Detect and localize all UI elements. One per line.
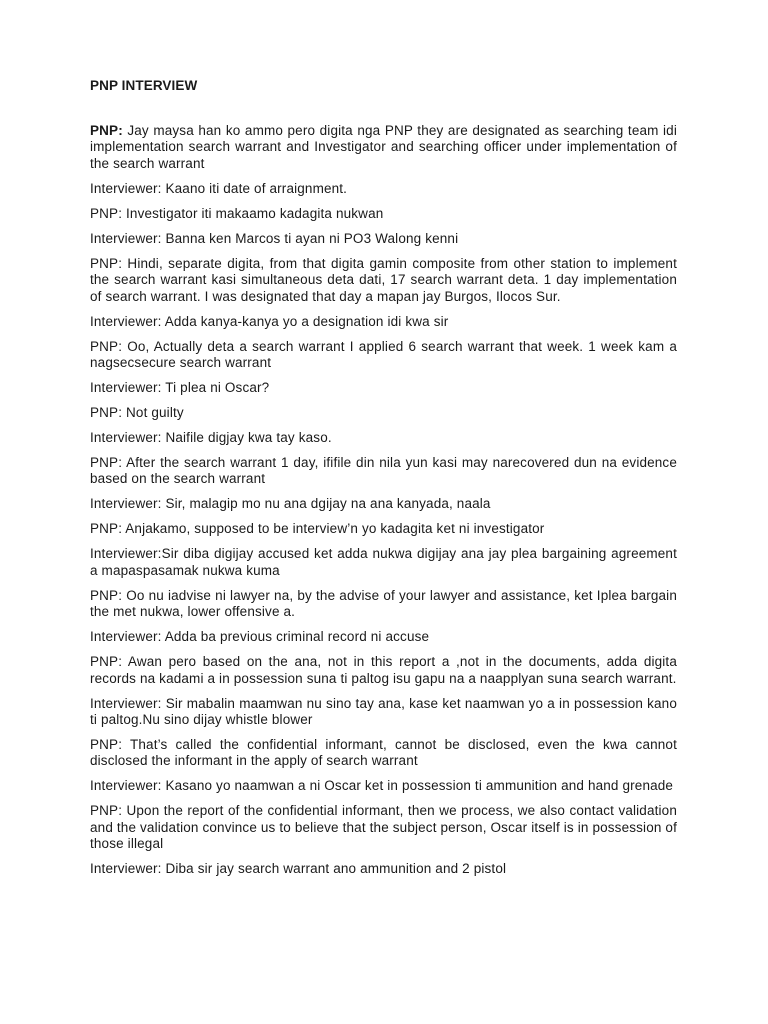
speaker-label: PNP: [90, 123, 123, 138]
document-title: PNP INTERVIEW [90, 78, 198, 93]
transcript-entry: Interviewer: Sir mabalin maamwan nu sino tay ana, kase ket naamwan yo a in possession kano ti paltog.Nu sino dijay whistle blower [90, 695, 677, 728]
transcript-entry: Interviewer: Diba sir jay search warrant ano ammunition and 2 pistol [90, 861, 507, 877]
transcript-entry: Interviewer: Sir, malagip mo nu ana dgijay na ana kanyada, naala [90, 496, 491, 512]
transcript-entry: PNP: Hindi, separate digita, from that digita gamin composite from other station to implement the search warrant kasi simultaneous deta dati, 17 search warrant deta. 1 day implementation of search warrant. I was designated that day a mapan jay Burgos, Ilocos Sur. [90, 255, 677, 304]
transcript-entry: PNP: After the search warrant 1 day, ififile din nila yun kasi may narecovered dun na evidence based on the search warrant [90, 455, 677, 487]
transcript-entry: PNP: Anjakamo, supposed to be interview’n yo kadagita ket ni investigator [90, 521, 545, 537]
transcript-entry: PNP: Investigator iti makaamo kadagita nukwan [90, 205, 384, 221]
transcript-entry: Interviewer: Adda kanya-kanya yo a designation idi kwa sir [90, 313, 449, 329]
transcript-entry: PNP: Oo nu iadvise ni lawyer na, by the advise of your lawyer and assistance, ket Iplea bargain the met nukwa, lower offensive a. [90, 587, 677, 620]
transcript-entry: Interviewer: Banna ken Marcos ti ayan ni PO3 Walong kenni [90, 230, 459, 246]
transcript-entry [90, 123, 677, 172]
transcript-entry: PNP: That’s called the confidential informant, cannot be disclosed, even the kwa cannot disclosed the informant in the apply of search warrant [90, 737, 677, 769]
transcript-entry: Interviewer: Adda ba previous criminal record ni accuse [90, 629, 430, 645]
document-page [90, 78, 677, 886]
transcript-entry: Interviewer: Ti plea ni Oscar? [90, 380, 270, 396]
transcript-entry: PNP: Oo, Actually deta a search warrant I applied 6 search warrant that week. 1 week kam a nagsecsecure search warrant [90, 338, 677, 371]
entry-text: Jay maysa han ko ammo pero digita nga PNP they are designated as searching team idi implementation search warrant and Investigator and searching officer under implementation of the search warrant [90, 123, 677, 171]
transcript-entry: Interviewer: Kaano iti date of arraignment. [90, 180, 348, 196]
transcript-entry: PNP: Awan pero based on the ana, not in this report a ,not in the documents, adda digita records na kadami a in possession suna ti paltog isu gapu na a naapplyan suna search warrant. [90, 654, 677, 686]
transcript-entry: Interviewer: Naifile digjay kwa tay kaso. [90, 430, 332, 446]
transcript-entry: PNP: Not guilty [90, 405, 184, 421]
transcript-entry: Interviewer: Kasano yo naamwan a ni Oscar ket in possession ti ammunition and hand grenade [90, 778, 674, 794]
transcript-entry: PNP: Upon the report of the confidential informant, then we process, we also contact validation and the validation convince us to believe that the subject person, Oscar itself is in possession of those illegal [90, 803, 677, 852]
transcript-entry: Interviewer:Sir diba digijay accused ket adda nukwa digijay ana jay plea bargaining agreement a mapaspasamak nukwa kuma [90, 546, 677, 578]
